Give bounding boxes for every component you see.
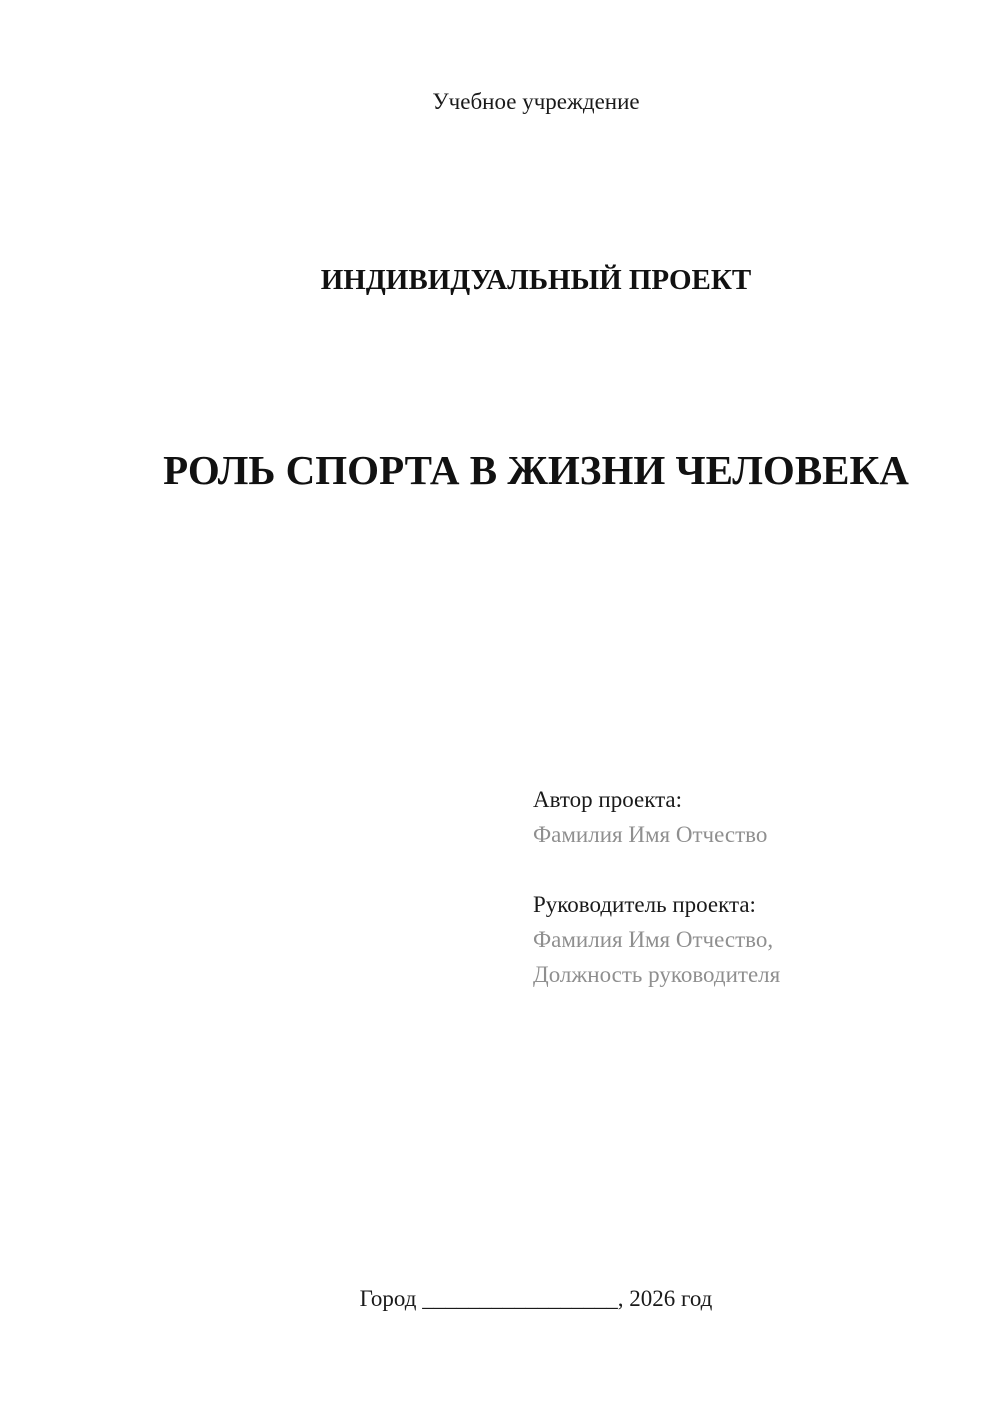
- institution-name: Учебное учреждение: [432, 89, 640, 114]
- city-year-line: Город _________________, 2026 год: [359, 1286, 713, 1311]
- author-label: Автор проекта:: [533, 787, 682, 812]
- supervisor-label: Руководитель проекта:: [533, 892, 756, 917]
- credits-spacer: [533, 852, 780, 887]
- supervisor-name-placeholder: Фамилия Имя Отчество,: [533, 927, 774, 952]
- page-content: [143, 0, 929, 1414]
- supervisor-position-placeholder: Должность руководителя: [533, 962, 781, 987]
- author-name-placeholder: Фамилия Имя Отчество: [533, 822, 768, 847]
- project-type-heading: ИНДИВИДУАЛЬНЫЙ ПРОЕКТ: [320, 264, 752, 296]
- credits-block: [533, 782, 780, 992]
- document-title: РОЛЬ СПОРТА В ЖИЗНИ ЧЕЛОВЕКА: [163, 447, 909, 493]
